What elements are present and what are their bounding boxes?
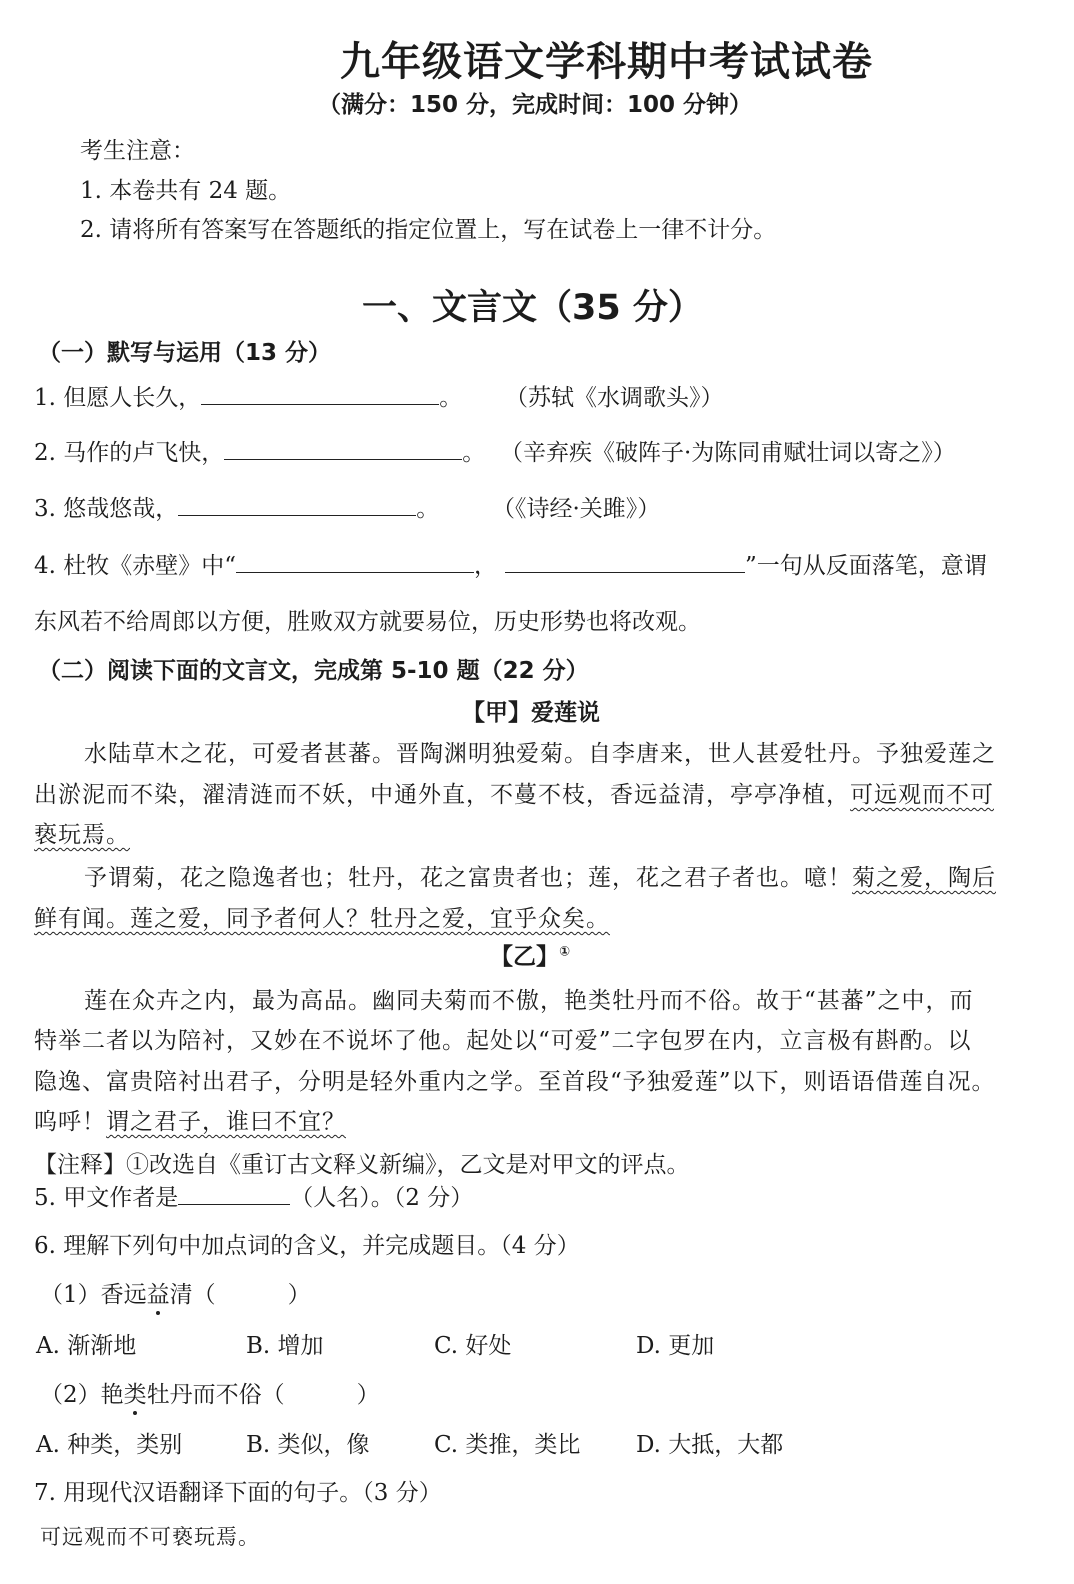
exam-title: 九年级语文学科期中考试试卷 [340, 39, 873, 85]
question-5-post: （人名）。（2 分） [290, 1185, 474, 1211]
question-3-source: （《诗经·关雎》） [492, 496, 661, 522]
yi-line1: 莲在众卉之内，最为高品。幽同夫菊而不傲，艳类牡丹而不俗。故于“甚蕃”之中，而 [84, 988, 974, 1014]
q6-sub1-pre: （1）香远 [40, 1282, 147, 1308]
q6-option2-b[interactable]: B. 类似，像 [246, 1432, 370, 1458]
part2-heading: （二）阅读下面的文言文，完成第 5-10 题（22 分） [38, 658, 589, 684]
q6-sub2-dotted-word: 类 [123, 1382, 147, 1408]
question-4-line2: 东风若不给周郎以方便，胜败双方就要易位，历史形势也将改观。 [34, 609, 701, 635]
question-2-source: （辛弃疾《破阵子·为陈同甫赋壮词以寄之》） [500, 440, 956, 466]
answer-blank-1[interactable] [201, 384, 439, 405]
notice-heading: 考生注意： [80, 138, 195, 164]
jia-wavy-underline-4: 鲜有闻。莲之爱，同予者何人？牡丹之爱，宜乎众矣。 [34, 906, 610, 932]
question-2-text: 2. 马作的卢飞快， [34, 440, 225, 466]
question-4-post: ”一句从反面落笔，意谓 [745, 553, 987, 579]
question-1-text: 1. 但愿人长久， [34, 385, 202, 411]
question-3-end: 。 [416, 496, 440, 522]
question-4-mid: ， [474, 553, 498, 579]
answer-blank-4a[interactable] [236, 552, 474, 573]
question-7-sentence: 可远观而不可亵玩焉。 [40, 1525, 260, 1549]
question-6-sub1 [40, 1276, 311, 1309]
yi-line3: 隐逸、富贵陪衬出君子，分明是轻外重内之学。至首段“予独爱莲”以下，则语语借莲自况。 [34, 1069, 996, 1095]
jia-wavy-underline-1: 可远观而不可 [850, 782, 994, 808]
jia-p2-line1 [84, 859, 996, 892]
q6-option1-b[interactable]: B. 增加 [246, 1333, 324, 1359]
answer-blank-3[interactable] [178, 495, 416, 516]
answer-blank-5[interactable] [178, 1184, 290, 1205]
yi-line4 [34, 1103, 346, 1136]
jia-title: 【甲】爱莲说 [462, 700, 600, 726]
question-4 [34, 547, 987, 580]
question-4-pre: 4. 杜牧《赤壁》中“ [34, 553, 237, 579]
notice-item-1: 1. 本卷共有 24 题。 [80, 178, 292, 204]
q6-option2-d[interactable]: D. 大抵，大都 [636, 1432, 784, 1458]
question-3 [34, 490, 439, 523]
q6-option2-c[interactable]: C. 类推，类比 [434, 1432, 581, 1458]
question-1-source: （苏轼《水调歌头》） [505, 385, 724, 411]
q6-sub1-dotted-word: 益 [146, 1282, 170, 1308]
jia-p2-line2 [34, 900, 610, 933]
q6-sub2-post: 牡丹而不俗（ [146, 1382, 285, 1408]
question-5-pre: 5. 甲文作者是 [34, 1185, 179, 1211]
yi-line2: 特举二者以为陪衬，又妙在不说坏了他。起处以“可爱”二字包罗在内，立言极有斟酌。以 [34, 1028, 972, 1054]
answer-blank-4b[interactable] [505, 552, 745, 573]
question-6-sub2 [40, 1376, 380, 1409]
q6-option1-a[interactable]: A. 渐渐地 [36, 1333, 137, 1359]
question-5 [34, 1179, 473, 1212]
answer-blank-2[interactable] [224, 439, 462, 460]
yi-title [490, 938, 570, 971]
question-1-end: 。 [439, 385, 463, 411]
yi-line4-text: 呜呼！ [34, 1109, 106, 1135]
jia-wavy-underline-3: 菊之爱，陶后 [852, 865, 996, 891]
q6-option2-a[interactable]: A. 种类，类别 [36, 1432, 183, 1458]
exam-subtitle: （满分：150 分，完成时间：100 分钟） [318, 92, 753, 118]
notice-item-2: 2. 请将所有答案写在答题纸的指定位置上，写在试卷上一律不计分。 [80, 217, 777, 243]
yi-title-text: 【乙】 [490, 944, 559, 970]
jia-p1-line2 [34, 776, 994, 809]
q6-option1-c[interactable]: C. 好处 [434, 1333, 512, 1359]
yi-note-mark: ① [559, 944, 571, 960]
question-3-text: 3. 悠哉悠哉， [34, 496, 179, 522]
jia-p2-line1-text: 予谓菊，花之隐逸者也；牡丹，花之富贵者也；莲，花之君子者也。噫！ [84, 865, 852, 891]
annotation: 【注释】①改选自《重订古文释义新编》，乙文是对甲文的评点。 [34, 1152, 690, 1178]
q6-sub2-pre: （2）艳 [40, 1382, 124, 1408]
question-7: 7. 用现代汉语翻译下面的句子。（3 分） [34, 1480, 442, 1506]
jia-p1-line1: 水陆草木之花，可爱者甚蕃。晋陶渊明独爱菊。自李唐来，世人甚爱牡丹。予独爱莲之 [84, 741, 996, 767]
question-2 [34, 434, 485, 467]
part1-heading: （一）默写与运用（13 分） [38, 340, 332, 366]
question-2-end: 。 [462, 440, 486, 466]
question-6: 6. 理解下列句中加点词的含义，并完成题目。（4 分） [34, 1233, 580, 1259]
q6-sub2-close: ） [356, 1382, 380, 1408]
jia-wavy-underline-2: 亵玩焉。 [34, 822, 130, 848]
yi-wavy-underline: 谓之君子，谁曰不宜？ [106, 1109, 346, 1135]
question-1 [34, 379, 462, 412]
jia-p1-line2-text: 出淤泥而不染，濯清涟而不妖，中通外直，不蔓不枝，香远益清，亭亭净植， [34, 782, 850, 808]
q6-sub1-post: 清（ [169, 1282, 216, 1308]
q6-sub1-close: ） [287, 1282, 311, 1308]
q6-option1-d[interactable]: D. 更加 [636, 1333, 715, 1359]
jia-p1-line3 [34, 816, 130, 849]
section-title: 一、文言文（35 分） [362, 288, 703, 328]
